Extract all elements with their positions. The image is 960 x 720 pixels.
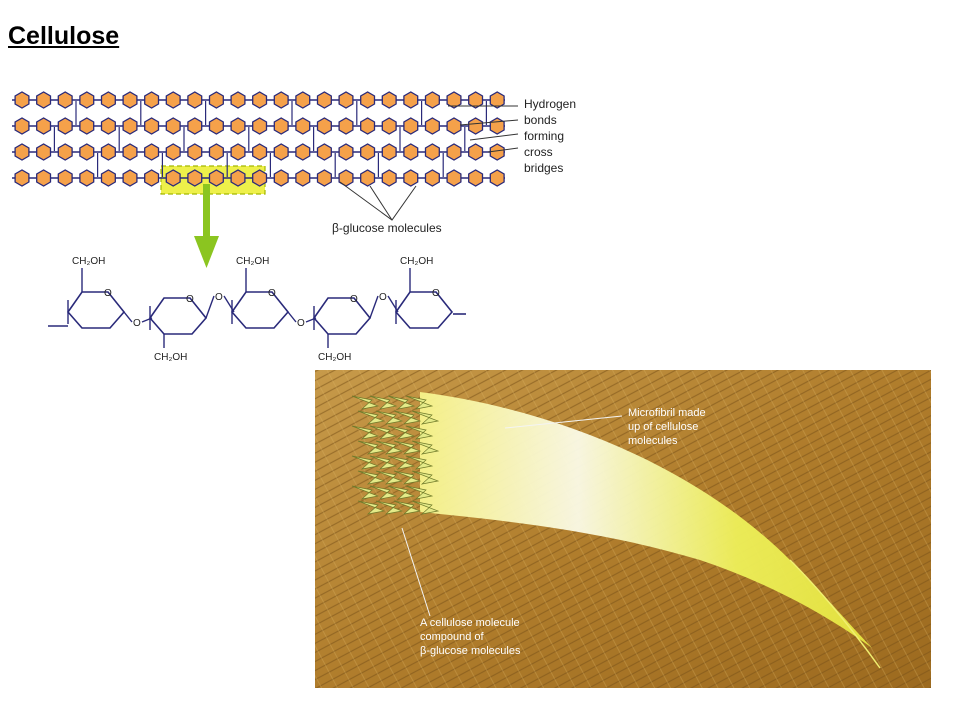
glucose-hexagons [15, 92, 504, 186]
glucose-hexagon [274, 144, 288, 160]
ring-oxygen: O [268, 288, 276, 299]
glucose-hexagon [404, 170, 418, 186]
glucose-hexagon [274, 92, 288, 108]
glucose-hexagon [318, 144, 332, 160]
glucose-hexagon [37, 144, 51, 160]
glucose-ring [396, 292, 452, 328]
glucose-hexagon [253, 144, 267, 160]
glucose-hexagon [361, 92, 375, 108]
glucose-hexagon [102, 144, 116, 160]
glucose-hexagon [447, 170, 461, 186]
glucose-hexagon [145, 92, 159, 108]
down-arrow-icon [194, 184, 219, 268]
glucose-hexagon [58, 144, 72, 160]
glucose-hexagon [469, 170, 483, 186]
glucose-hexagon [123, 92, 137, 108]
molecule-label-line: β-glucose molecules [420, 645, 521, 657]
glucose-hexagon [490, 144, 504, 160]
glucose-hexagon [361, 118, 375, 134]
ring-oxygen: O [186, 294, 194, 305]
glucose-hexagon [15, 144, 29, 160]
glucose-hexagon [15, 118, 29, 134]
ring-oxygen: O [432, 288, 440, 299]
glucose-hexagon [274, 170, 288, 186]
glycosidic-oxygen: O [215, 292, 223, 303]
ch2oh-group: CH₂OH [236, 256, 270, 267]
ch2oh-group: CH₂OH [400, 256, 434, 267]
glucose-hexagon [123, 170, 137, 186]
glucose-hexagon [188, 92, 202, 108]
glucose-hexagon [296, 170, 310, 186]
glycosidic-oxygen: O [379, 292, 387, 303]
formula-labels [72, 256, 440, 363]
ch2oh-group: CH₂OH [72, 256, 106, 267]
glucose-hexagon [382, 118, 396, 134]
glucose-hexagon [426, 144, 440, 160]
glucose-hexagon [58, 170, 72, 186]
glucose-hexagon [210, 144, 224, 160]
glucose-hexagon [447, 144, 461, 160]
glucose-hexagon [426, 170, 440, 186]
ch2oh-group: CH₂OH [318, 352, 352, 363]
glucose-hexagon [166, 118, 180, 134]
glucose-hexagon [469, 118, 483, 134]
glucose-hexagon [339, 170, 353, 186]
glucose-hexagon [361, 144, 375, 160]
glucose-ring [150, 298, 206, 334]
glucose-ring [232, 292, 288, 328]
glucose-hexagon [123, 118, 137, 134]
glucose-hexagon [382, 144, 396, 160]
microfibril-photo [315, 370, 931, 688]
glucose-hexagon [210, 92, 224, 108]
glucose-hexagon [339, 144, 353, 160]
glucose-hexagon [490, 170, 504, 186]
glucose-hexagon [80, 118, 94, 134]
microfibril-label-line: molecules [628, 435, 678, 447]
glucose-hexagon [80, 144, 94, 160]
glucose-hexagon [296, 92, 310, 108]
glucose-hexagon [318, 118, 332, 134]
hb-label-line: bridges [524, 161, 564, 175]
hb-label-line: cross [524, 145, 553, 159]
glucose-hexagon [253, 118, 267, 134]
hb-label-line: forming [524, 129, 565, 143]
beta-glucose-leaders [340, 182, 416, 220]
glucose-hexagon [15, 92, 29, 108]
glucose-hexagon [123, 144, 137, 160]
hb-label-line: Hydrogen [524, 97, 577, 111]
hydrogen-bond-label [524, 97, 576, 175]
glucose-hexagon [166, 144, 180, 160]
glucose-hexagon [188, 118, 202, 134]
glucose-hexagon [15, 170, 29, 186]
glucose-hexagon [58, 118, 72, 134]
molecule-label-line: A cellulose molecule [420, 617, 520, 629]
glucose-hexagon [80, 170, 94, 186]
cellulose-structural-formula [48, 268, 466, 348]
glucose-hexagon [210, 170, 224, 186]
glucose-hexagon [37, 118, 51, 134]
glucose-hexagon [231, 144, 245, 160]
glucose-hexagon [145, 118, 159, 134]
glucose-hexagon [102, 170, 116, 186]
glucose-hexagon [253, 92, 267, 108]
glucose-hexagon [339, 92, 353, 108]
glucose-ring [68, 292, 124, 328]
glucose-hexagon [447, 118, 461, 134]
glucose-hexagon [382, 170, 396, 186]
microfibril-label-line: Microfibril made [628, 407, 706, 419]
glucose-ring [314, 298, 370, 334]
glucose-hexagon [231, 170, 245, 186]
ring-oxygen: O [104, 288, 112, 299]
glucose-hexagon [145, 170, 159, 186]
glucose-hexagon [102, 92, 116, 108]
ch2oh-group: CH₂OH [154, 352, 188, 363]
glucose-hexagon [339, 118, 353, 134]
glucose-hexagon [274, 118, 288, 134]
glucose-hexagon [188, 144, 202, 160]
glucose-hexagon [404, 118, 418, 134]
glucose-hexagon [253, 170, 267, 186]
microfibril-label-line: up of cellulose [628, 421, 699, 433]
glucose-hexagon [58, 92, 72, 108]
glucose-hexagon [318, 92, 332, 108]
glucose-hexagon [296, 144, 310, 160]
hb-label-line: bonds [524, 113, 557, 127]
glucose-hexagon [361, 170, 375, 186]
glucose-hexagon [296, 118, 310, 134]
glucose-hexagon [382, 92, 396, 108]
beta-glucose-label: β-glucose molecules [332, 221, 442, 235]
hydrogen-bond-crossbridges [54, 101, 486, 177]
glucose-hexagon [404, 92, 418, 108]
glucose-hexagon [231, 92, 245, 108]
page-title: Cellulose [8, 22, 120, 50]
glucose-hexagon [231, 118, 245, 134]
molecule-label-line: compound of [420, 631, 484, 643]
glucose-hexagon [318, 170, 332, 186]
glucose-hexagon [37, 170, 51, 186]
glycosidic-oxygen: O [133, 318, 141, 329]
glucose-hexagon [145, 144, 159, 160]
ring-oxygen: O [350, 294, 358, 305]
glucose-hexagon [404, 144, 418, 160]
glycosidic-oxygen: O [297, 318, 305, 329]
glucose-hexagon [166, 170, 180, 186]
glucose-hexagon [210, 118, 224, 134]
glucose-hexagon [426, 118, 440, 134]
glucose-hexagon [80, 92, 94, 108]
glucose-hexagon [188, 170, 202, 186]
glucose-hexagon [490, 118, 504, 134]
glucose-hexagon [166, 92, 180, 108]
glucose-chain-diagram [12, 92, 576, 268]
glucose-hexagon [37, 92, 51, 108]
glucose-hexagon [102, 118, 116, 134]
glucose-hexagon [426, 92, 440, 108]
glucose-hexagon [469, 144, 483, 160]
